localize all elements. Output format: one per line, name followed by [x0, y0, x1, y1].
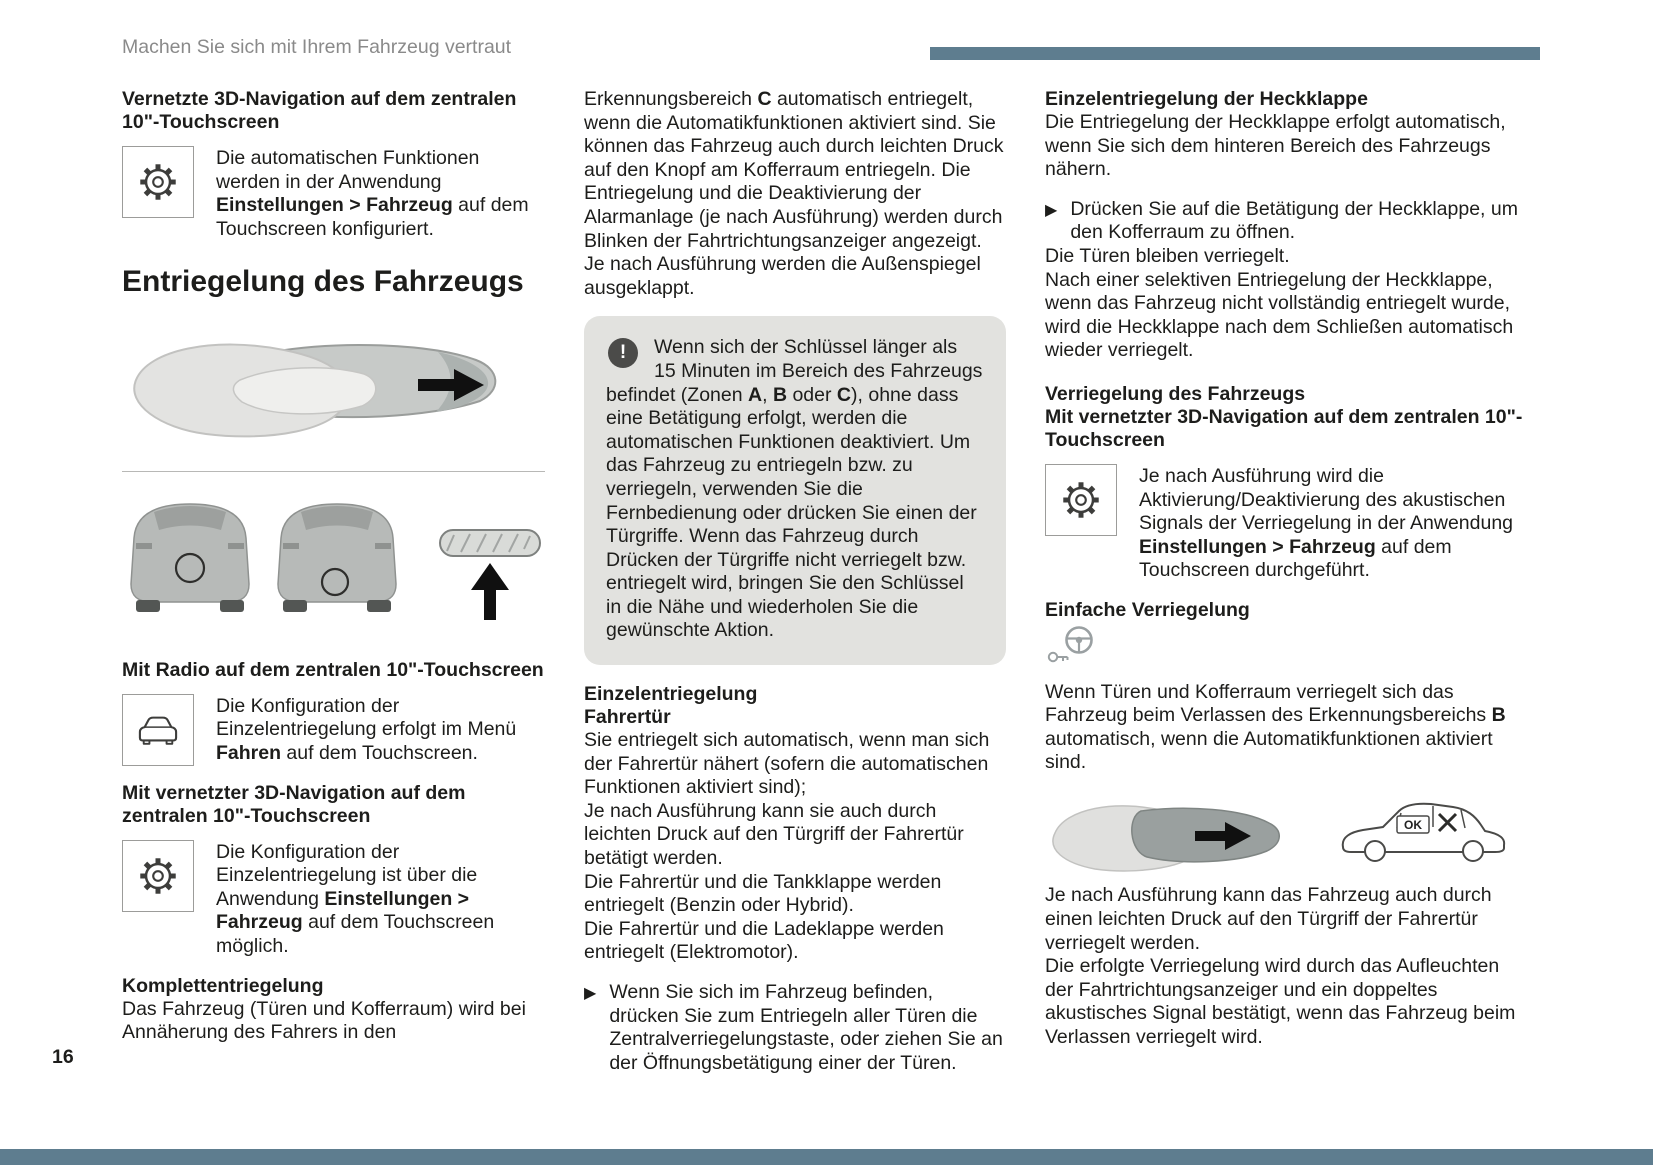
instruction-bullet — [1045, 198, 1530, 245]
bullet-text: Drücken Sie auf die Betätigung der Heckklappe, um den Kofferraum zu öffnen. — [1070, 197, 1518, 244]
ok-label: OK — [1404, 817, 1422, 832]
keyfob-hand-illustration — [122, 316, 545, 459]
lock-confirmation-illustration — [1045, 783, 1530, 885]
text-run: auf dem Touchscreen durchgeführt. — [1139, 535, 1452, 582]
radio-note-text — [216, 694, 545, 766]
gear-icon — [122, 146, 194, 218]
para-fahrertuer-3: Die Fahrertür und die Tankklappe werden entriegelt (Benzin oder Hybrid). — [584, 870, 942, 917]
text-run: oder — [787, 383, 837, 406]
gear-icon — [122, 840, 194, 912]
text-run-bold: Einstellungen > Fahrzeug — [1139, 535, 1376, 558]
running-header: Machen Sie sich mit Ihrem Fahrzeug vertraut — [122, 36, 512, 58]
arrow-bullet-icon: ▶ — [1045, 199, 1058, 219]
nav-note-block — [122, 840, 545, 959]
page-number: 16 — [52, 1046, 74, 1068]
content-columns — [122, 88, 1530, 1075]
text-run-bold: B — [772, 383, 788, 406]
para-tueren-verriegelt: Die Türen bleiben verriegelt. — [1045, 244, 1290, 267]
steering-wheel-key-icon — [1045, 624, 1530, 673]
text-run: , — [762, 383, 773, 406]
bottom-accent-bar — [0, 1149, 1653, 1165]
text-run: auf dem Touchscreen konfiguriert. — [216, 194, 529, 240]
para-einfache-verriegelung — [1045, 681, 1530, 775]
lock-settings-block — [1045, 464, 1530, 583]
section-title-entriegelung: Entriegelung des Fahrzeugs — [122, 265, 524, 299]
text-run: Die Konfiguration der Einzelentriegelung ist über die Anwendung — [216, 840, 478, 910]
column-right — [1045, 88, 1530, 1050]
text-run-bold: B — [1491, 704, 1506, 727]
para-komplettentriegelung: Das Fahrzeug (Türen und Kofferraum) wird bei Annäherung des Fahrers in den — [122, 997, 526, 1044]
text-run: Die Konfiguration der Einzelentriegelung erfolgt im Menü — [216, 694, 517, 741]
text-run: Die automatischen Funktionen werden in der Anwendung — [216, 147, 480, 193]
para-fahrertuer-4: Die Fahrertür und die Ladeklappe werden entriegelt (Elektromotor). — [584, 917, 944, 964]
text-run-bold: C — [757, 88, 772, 110]
nav-note-text — [216, 840, 545, 959]
text-run-bold: Fahren — [216, 741, 282, 764]
para-selektive-entriegelung: Nach einer selektiven Entriegelung der Heckklappe, wenn das Fahrzeug nicht vollständig entriegelt wurde, wird die Heckklappe nach dem Schließen automatisch wieder verriegelt. — [1045, 268, 1514, 362]
warning-glyph: ! — [619, 342, 627, 364]
heading-nav-touchscreen: Mit vernetzter 3D-Navigation auf dem zentralen 10"-Touchscreen — [122, 781, 466, 827]
para-unlock-zone — [584, 88, 1006, 253]
heading-heckklappe: Einzelentriegelung der Heckklappe — [1045, 88, 1368, 110]
heading-line: Verriegelung des Fahrzeugs — [1045, 382, 1306, 405]
text-run: Erkennungsbereich — [584, 88, 758, 110]
para-mirrors: Je nach Ausführung werden die Außenspiegel ausgeklappt. — [584, 253, 981, 299]
text-run: automatisch entriegelt, wenn die Automatikfunktionen aktiviert sind. Sie können das Fahrzeug auch durch leichten Druck auf den Knopf am Kofferraum entriegeln. Die Entriegelung und die Deaktivierung der Alarmanlage (je nach Ausführung) werden durch Blinken der Fahrtrichtungsanzeiger angezeigt. — [584, 88, 1004, 252]
column-middle — [584, 88, 1006, 1075]
column-left — [122, 88, 545, 1045]
text-run: Wenn Türen und Kofferraum verriegelt sich das Fahrzeug beim Verlassen des Erkennungsbereichs — [1045, 680, 1492, 727]
heading-line: Mit vernetzter 3D-Navigation auf dem zentralen 10"-Touchscreen — [1045, 405, 1523, 451]
key-timeout-notice — [584, 316, 1006, 665]
para-heckklappe-auto: Die Entriegelung der Heckklappe erfolgt automatisch, wenn Sie sich dem hinteren Bereich des Fahrzeugs nähern. — [1045, 111, 1506, 181]
text-run: ), ohne dass eine Betätigung erfolgt, werden die automatischen Funktionen deaktiviert. Um das Fahrzeug zu entriegeln bzw. zu verriegeln, verwenden Sie die Fernbedienung oder drücken Sie einen der Türgriffe. Wenn das Fahrzeug durch Drücken der Türgriffe nicht verriegelt bzw. entriegelt wird, bringen Sie den Schlüssel in die Nähe und wiederholen Sie die gewünschte Aktion. — [606, 383, 977, 642]
top-accent-bar — [930, 47, 1540, 60]
heading-einfache-verriegelung: Einfache Verriegelung — [1045, 598, 1250, 621]
text-run-bold: Einstellungen > Fahrzeug — [216, 194, 453, 217]
text-run-bold: Einstellungen > Fahrzeug — [216, 887, 470, 934]
text-run: auf dem Touchscreen möglich. — [216, 911, 495, 957]
instruction-bullet — [584, 981, 1006, 1075]
para-verriegelung-bestaetigt: Die erfolgte Verriegelung wird durch das Aufleuchten der Fahrtrichtungsanzeiger und ein doppeltes akustisches Signal bestätigt, wenn das Fahrzeug beim Verlassen verriegelt wird. — [1045, 955, 1516, 1049]
heading-komplettentriegelung: Komplettentriegelung — [122, 974, 324, 997]
radio-note-block — [122, 694, 545, 766]
text-run: Wenn sich der Schlüssel länger als 15 Minuten im Bereich des Fahrzeugs befindet (Zonen — [606, 336, 983, 406]
para-fahrertuer-1: Sie entriegelt sich automatisch, wenn man sich der Fahrertür nähert (sofern die automatischen Funktionen aktiviert sind); — [584, 729, 990, 799]
settings-note-text — [216, 146, 545, 241]
para-verriegelung-druck: Je nach Ausführung kann das Fahrzeug auch durch einen leichten Druck auf den Türgriff der Fahrertür verriegelt werden. — [1045, 884, 1492, 954]
para-fahrertuer-2: Je nach Ausführung kann sie auch durch leichten Druck auf den Türgriff der Fahrertür betätigt werden. — [584, 799, 964, 870]
arrow-bullet-icon: ▶ — [584, 983, 597, 1002]
car-rear-unlock-illustration — [122, 488, 545, 635]
car-icon — [122, 694, 194, 766]
heading-einzelentriegelung: Einzelentriegelung — [584, 683, 758, 706]
lock-settings-text — [1139, 464, 1530, 583]
bullet-text: Wenn Sie sich im Fahrzeug befinden, drücken Sie zum Entriegeln aller Türen die Zentralverriegelungstaste, oder ziehen Sie an der Öffnungsbetätigung einer der Türen. — [609, 981, 1003, 1074]
heading-connected-nav: Vernetzte 3D-Navigation auf dem zentralen 10"-Touchscreen — [122, 88, 517, 133]
notice-text — [606, 336, 984, 643]
text-run: auf dem Touchscreen. — [281, 741, 478, 764]
settings-note-block — [122, 146, 545, 241]
text-run-bold: C — [836, 383, 852, 406]
heading-radio-touchscreen: Mit Radio auf dem zentralen 10"-Touchscreen — [122, 658, 544, 681]
heading-verriegelung — [1045, 383, 1530, 452]
gear-icon — [1045, 464, 1117, 536]
heading-fahrertuer: Fahrertür — [584, 706, 671, 729]
text-run-bold: A — [748, 383, 763, 406]
divider-line — [122, 471, 545, 472]
text-run: automatisch, wenn die Automatikfunktionen aktiviert sind. — [1045, 727, 1493, 774]
text-run: Je nach Ausführung wird die Aktivierung/Deaktivierung des akustischen Signals der Verriegelung in der Anwendung — [1139, 464, 1514, 535]
